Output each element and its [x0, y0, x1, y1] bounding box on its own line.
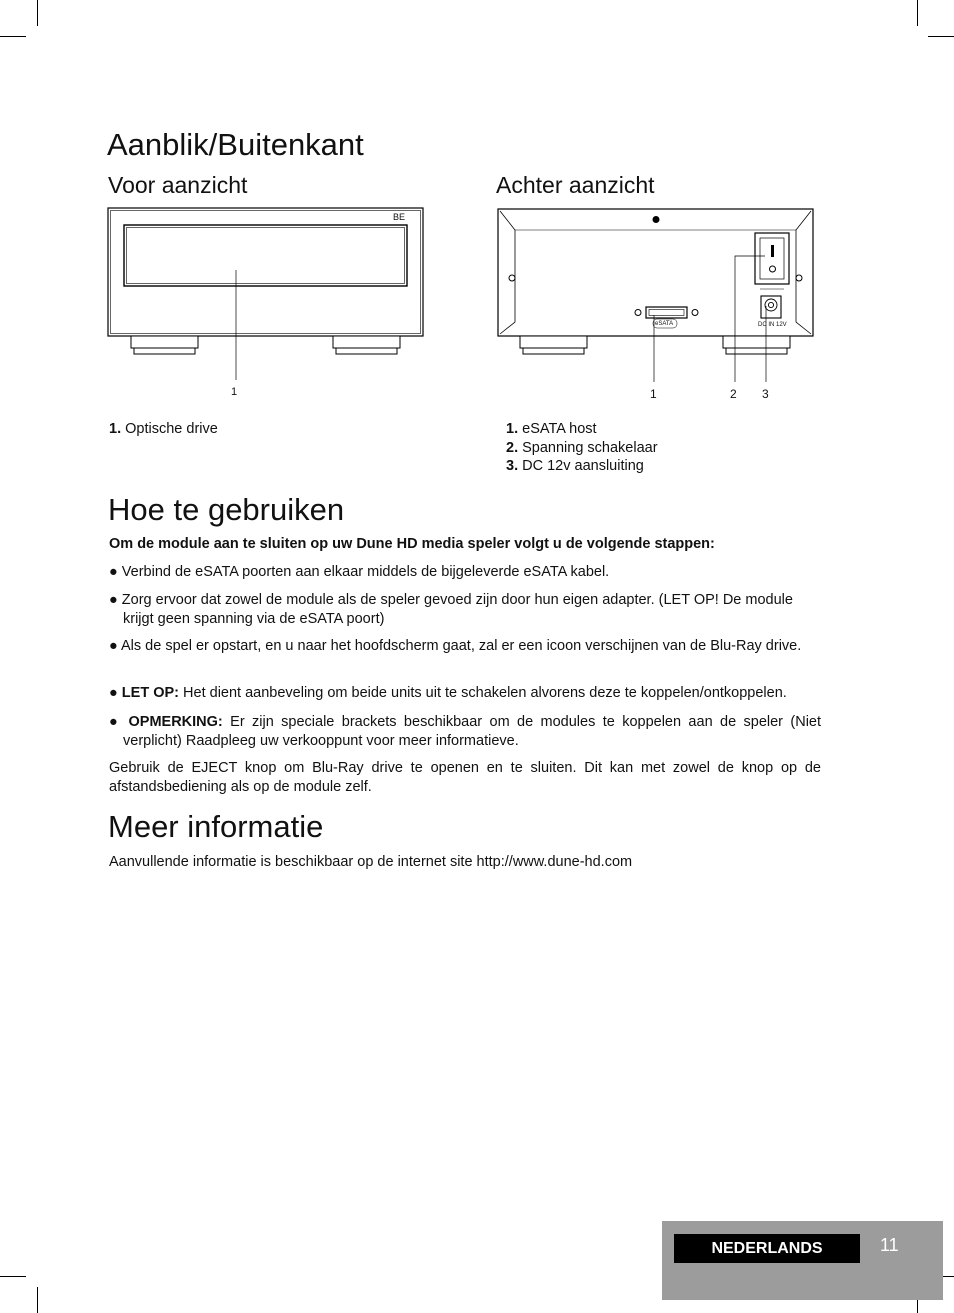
- legend-item: 2. Spanning schakelaar: [506, 439, 658, 456]
- esata-port-label: eSATA: [655, 321, 674, 327]
- back-view-heading: Achter aanzicht: [496, 172, 655, 198]
- back-view-diagram: [490, 200, 820, 405]
- usage-bullet: ● Als de spel er opstart, en u naar het hoofdscherm gaat, zal er een icoon verschijnen van de Blu-Ray drive.: [109, 638, 802, 654]
- language-label: NEDERLANDS: [674, 1234, 860, 1263]
- legend-item: 1. Optische drive: [109, 421, 218, 437]
- crop-mark: [0, 36, 26, 37]
- back-callout-3: 3: [762, 387, 769, 401]
- crop-mark: [37, 0, 38, 26]
- front-view-heading: Voor aanzicht: [108, 172, 248, 198]
- usage-closing: Gebruik de EJECT knop om Blu-Ray drive te openen en te sluiten. Dit kan met zowel de knop op de afstandsbediening als op de module zelf.: [109, 760, 821, 795]
- usage-bullet: ● OPMERKING: Er zijn speciale brackets beschikbaar om de modules te koppelen aan de speler (Niet verplicht) Raadpleeg uw verkooppunt voor meer informatieve.: [109, 714, 822, 749]
- page-number: 11: [880, 1235, 899, 1255]
- legend-item: 3. DC 12v aansluiting: [506, 458, 644, 474]
- more-info-heading: Meer informatie: [108, 809, 324, 844]
- crop-mark: [37, 1287, 38, 1313]
- crop-mark: [917, 0, 918, 26]
- crop-mark: [0, 1276, 26, 1277]
- usage-bullet: ● LET OP: Het dient aanbeveling om beide units uit te schakelen alvorens deze te koppelen/ontkoppelen.: [109, 685, 787, 701]
- usage-bullet: ● Verbind de eSATA poorten aan elkaar middels de bijgeleverde eSATA kabel.: [109, 564, 610, 580]
- legend-item: 1. eSATA host: [506, 421, 597, 437]
- usage-intro: Om de module aan te sluiten op uw Dune HD media speler volgt u de volgende stappen:: [109, 536, 715, 552]
- more-info-text: Aanvullende informatie is beschikbaar op de internet site http://www.dune-hd.com: [109, 854, 633, 870]
- front-callout-1: 1: [231, 386, 238, 398]
- front-view-diagram: [100, 200, 440, 405]
- page-title: Aanblik/Buitenkant: [107, 127, 364, 162]
- usage-heading: Hoe te gebruiken: [108, 492, 345, 527]
- front-device-label: BE: [393, 212, 406, 222]
- back-legend: [506, 420, 658, 476]
- front-legend: [109, 420, 218, 439]
- usage-bullet: ● Zorg ervoor dat zowel de module als de speler gevoed zijn door hun eigen adapter. (LET OP! De module krijgt geen spanning via de eSATA poort): [109, 592, 793, 627]
- footer-box: [662, 1221, 943, 1300]
- dc-in-label: DC IN 12V: [758, 322, 787, 328]
- back-callout-1: 1: [650, 387, 657, 401]
- back-callout-2: 2: [730, 387, 737, 401]
- crop-mark: [928, 36, 954, 37]
